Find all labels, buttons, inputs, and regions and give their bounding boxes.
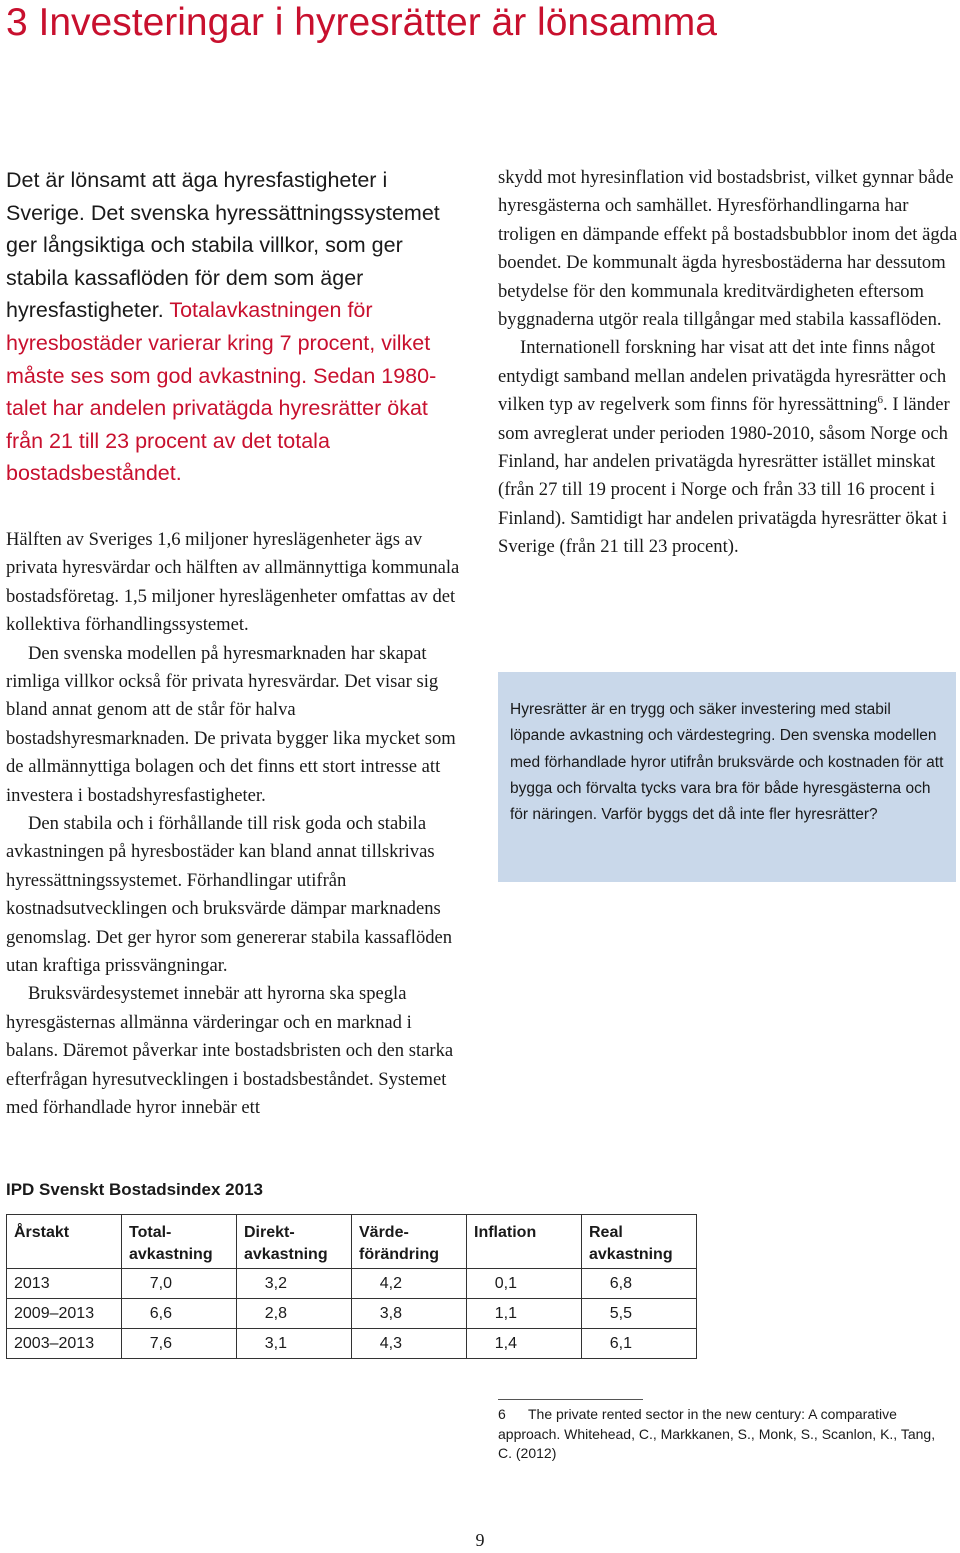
table-cell: 7,6 xyxy=(122,1329,237,1359)
footnote-divider xyxy=(498,1399,643,1400)
right-column xyxy=(498,164,958,562)
table-cell: 3,1 xyxy=(237,1329,352,1359)
footnote-number: 6 xyxy=(498,1406,506,1422)
table-row xyxy=(7,1269,697,1299)
table-cell: 4,2 xyxy=(352,1269,467,1299)
column-header: Inflation xyxy=(467,1215,582,1269)
column-header: Total- avkastning xyxy=(122,1215,237,1269)
body-paragraph: Bruksvärdesystemet innebär att hyrorna ska spegla hyresgästernas allmänna värderingar och en marknad i balans. Däremot påverkar inte bostadsbristen och den starka efterfrågan hyresutvecklingen i bostadsbeståndet. Systemet med förhandlade hyror innebär ett xyxy=(6,983,454,1119)
body-paragraph: Den svenska modellen på hyresmarknaden har skapat rimliga villkor också för privata hyresvärdar. Det visar sig bland annat genom att de står för halva bostadshyresmarknaden. De privata bygger lika mycket som de allmännyttiga bolagen och det finns ett stort intresse att investera i bostadshyresfastigheter. xyxy=(6,642,456,806)
table-cell: 6,6 xyxy=(122,1299,237,1329)
fact-box xyxy=(498,672,956,882)
table-cell: 6,8 xyxy=(582,1269,697,1299)
table-cell: 0,1 xyxy=(467,1269,582,1299)
table-title: IPD Svenskt Bostadsindex 2013 xyxy=(6,1180,264,1199)
table-cell: 7,0 xyxy=(122,1269,237,1299)
lead-paragraph xyxy=(6,164,464,490)
column-header: Real avkastning xyxy=(582,1215,697,1269)
page-number: 9 xyxy=(475,1530,485,1550)
body-paragraph: Hälften av Sveriges 1,6 miljoner hyreslägenheter ägs av privata hyresvärdar och hälften av allmännyttiga kommunala bostadsföretag. 1,5 miljoner hyreslägenheter omfattas av det kollektiva förhandlingssystemet. xyxy=(6,528,460,636)
paragraph-text: Internationell forskning har visat att det inte finns något entydigt samband mellan andelen privatägda hyresrätter och vilken typ av regelverk som finns för hyressättning xyxy=(498,337,947,416)
table-cell: 1,4 xyxy=(467,1329,582,1359)
table-row xyxy=(7,1299,697,1329)
table-cell: 2003–2013 xyxy=(7,1329,122,1359)
body-paragraph: Den stabila och i förhållande till risk goda och stabila avkastningen på hyresbostäder kan bland annat tillskrivas hyressättningssystemet. Förhandlingar utifrån kostnadsutvecklingen och bruksvärde dämpar marknadens genomslag. Det ger hyror som genererar stabila kassaflöden utan kraftiga prissvängningar. xyxy=(6,813,453,977)
footnote-text: The private rented sector in the new century: A comparative approach. Whitehead, C., Markkanen, S., Monk, S., Scanlon, K., Tang, C. (2012) xyxy=(498,1406,936,1462)
body-paragraph xyxy=(498,334,958,561)
left-column xyxy=(6,164,464,1122)
footnote xyxy=(498,1405,948,1464)
table-cell: 2013 xyxy=(7,1269,122,1299)
table-cell: 3,2 xyxy=(237,1269,352,1299)
chapter-heading: 3 Investeringar i hyresrätter är lönsamma xyxy=(6,1,717,44)
table-cell: 5,5 xyxy=(582,1299,697,1329)
table-cell: 6,1 xyxy=(582,1329,697,1359)
table-header-row xyxy=(7,1215,697,1269)
column-header: Årstakt xyxy=(7,1215,122,1269)
paragraph-text: . I länder som avreglerat under perioden 1980-2010, såsom Norge och Finland, har andelen privatägda hyresrätter istället minskat (från 27 till 19 procent i Norge och från 33 till 16 procent i Finland). Samtidigt har andelen privatägda hyresrätter ökat i Sverige (från 21 till 23 procent). xyxy=(498,394,950,558)
fact-box-text: Hyresrätter är en trygg och säker investering med stabil löpande avkastning och värdestegring. Den svenska modellen med förhandlade hyror utifrån bruksvärde och kostnaden för att bygga och förvalta tycks vara bra för både hyresgästerna och för näringen. Varför byggs det då inte fler hyresrätter? xyxy=(510,701,944,824)
lead-highlight-text: Totalavkastningen för hyresbostäder varierar kring 7 procent, vilket måste ses som god avkastning. Sedan 1980-talet har andelen privatägda hyresrätter ökat från 21 till 23 procent av det totala bostadsbeståndet. xyxy=(6,298,437,486)
table-cell: 2009–2013 xyxy=(7,1299,122,1329)
table-cell: 3,8 xyxy=(352,1299,467,1329)
table-cell: 4,3 xyxy=(352,1329,467,1359)
table-row xyxy=(7,1329,697,1359)
ipd-index-table xyxy=(6,1214,697,1359)
column-header: Direkt- avkastning xyxy=(237,1215,352,1269)
table-cell: 1,1 xyxy=(467,1299,582,1329)
footnote-reference[interactable]: 6 xyxy=(877,394,884,407)
lead-text: Det är lönsamt att äga hyresfastigheter i Sverige. Det svenska hyressättningssystemet ger långsiktiga och stabila villkor, som ger stabila kassaflöden för dem som äger hyresfastigheter. xyxy=(6,168,440,323)
table-cell: 2,8 xyxy=(237,1299,352,1329)
column-header: Värde- förändring xyxy=(352,1215,467,1269)
body-paragraph: skydd mot hyresinflation vid bostadsbrist, vilket gynnar både hyresgästerna och samhället. Hyresförhandlingarna har troligen en dämpande effekt på bostadsbubblor inom det ägda boendet. De kommunalt ägda hyresbostäderna har dessutom betydelse för den kommunala kreditvärdigheten eftersom byggnaderna utgör reala tillgångar med stabila kassaflöden. xyxy=(498,167,958,331)
